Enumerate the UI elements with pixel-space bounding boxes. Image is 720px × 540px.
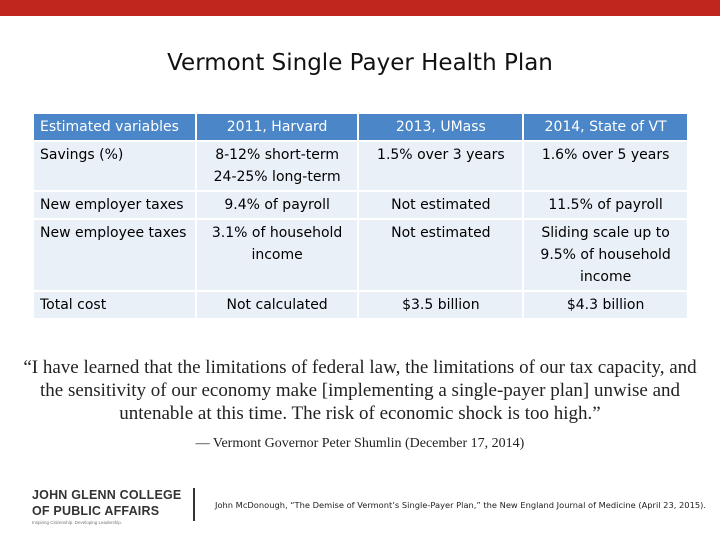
footer-divider — [193, 488, 195, 521]
row-label-savings: Savings (%) — [34, 142, 195, 190]
row-label-employer-taxes: New employer taxes — [34, 192, 195, 218]
column-header-umass: 2013, UMass — [359, 114, 522, 140]
table-cell: 1.6% over 5 years — [524, 142, 687, 190]
table-cell: $3.5 billion — [359, 292, 522, 318]
governor-quote: “I have learned that the limitations of federal law, the limitations of our tax capacity, and the sensitivity of our economy make [implementing a single-payer plan] unwise and untenable at this time. The risk of economic shock is too high.” — [23, 357, 697, 424]
table-row — [34, 292, 687, 318]
logo-tagline: Inspiring Citizenship. Developing Leadership. — [32, 520, 123, 525]
row-label-employee-taxes: New employee taxes — [34, 220, 195, 290]
logo-line-1: JOHN GLENN COLLEGE — [32, 488, 182, 502]
table-cell: 9.4% of payroll — [197, 192, 358, 218]
table-row — [34, 192, 687, 218]
estimates-table — [32, 112, 689, 320]
table-cell: 8-12% short-term 24-25% long-term — [197, 142, 358, 190]
table-cell: Not estimated — [359, 192, 522, 218]
table-cell: Not estimated — [359, 220, 522, 290]
top-accent-bar — [0, 0, 720, 16]
table-cell: 11.5% of payroll — [524, 192, 687, 218]
table-cell: 3.1% of household income — [197, 220, 358, 290]
table-cell: Not calculated — [197, 292, 358, 318]
table-cell: Sliding scale up to 9.5% of household income — [524, 220, 687, 290]
column-header-variables: Estimated variables — [34, 114, 195, 140]
logo-line-2: OF PUBLIC AFFAIRS — [32, 504, 160, 518]
table-header-row — [34, 114, 687, 140]
table-cell: $4.3 billion — [524, 292, 687, 318]
table-row — [34, 220, 687, 290]
row-label-total-cost: Total cost — [34, 292, 195, 318]
column-header-harvard: 2011, Harvard — [197, 114, 358, 140]
quote-attribution: — Vermont Governor Peter Shumlin (December 17, 2014) — [195, 436, 525, 451]
table-row — [34, 142, 687, 190]
source-citation: John McDonough, “The Demise of Vermont’s Single-Payer Plan,” the New England Journal of Medicine (April 23, 2015). — [215, 500, 707, 510]
column-header-state-vt: 2014, State of VT — [524, 114, 687, 140]
table-cell: 1.5% over 3 years — [359, 142, 522, 190]
page-title: Vermont Single Payer Health Plan — [167, 50, 553, 76]
college-logo — [32, 487, 181, 526]
